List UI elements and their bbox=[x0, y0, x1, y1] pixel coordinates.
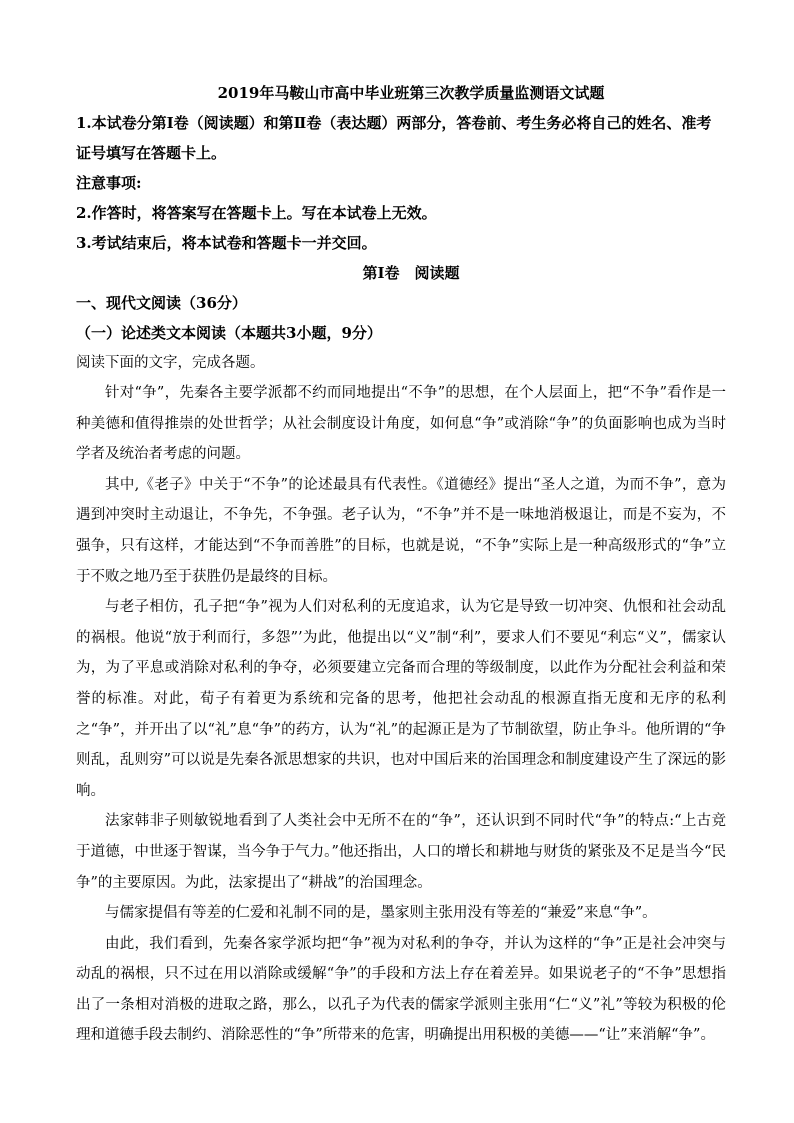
section-heading: 一、现代文阅读（36分） bbox=[76, 294, 247, 312]
instruction-3: 3.考试结束后，将本试卷和答题卡一并交回。 bbox=[76, 234, 377, 252]
paragraph: 法家韩非子则敏锐地看到了人类社会中无所不在的“争”，还认识到不同时代“争”的特点:“上古竞于道德，中世逐于智谋，当今争于气力。”他还指出，人口的增长和耕地与财货的紧张及不足是当今“民争”的主要原因。为此，法家提出了“耕战”的治国理念。 bbox=[76, 813, 726, 891]
paragraph: 由此，我们看到，先秦各家学派均把“争”视为对私利的争夺，并认为这样的“争”正是社会冲突与动乱的祸根，只不过在用以消除或缓解“争”的手段和方法上存在着差异。如果说老子的“不争”思想指出了一条相对消极的进取之路，那么，以孔子为代表的儒家学派则主张用“仁“义”礼”等较为积极的伦理和道德手段去制约、消除恶性的“争”所带来的危害，明确提出用积极的美德——“让”来消解“争”。 bbox=[76, 935, 726, 1044]
notes-heading: 注意事项: bbox=[76, 174, 142, 192]
exam-title: 2019年马鞍山市高中毕业班第三次教学质量监测语文试题 bbox=[217, 84, 605, 102]
paragraph: 与儒家提倡有等差的仁爱和礼制不同的是，墨家则主张用没有等差的“兼爱”来息“争”。 bbox=[105, 905, 657, 922]
paragraph: 针对“争”，先秦各主要学派都不约而同地提出“不争”的思想，在个人层面上，把“不争”看作是一种美德和值得推崇的处世哲学；从社会制度设计角度，如何息“争”或消除“争”的负面影响也成为当时学者及统治者考虑的问题。 bbox=[76, 385, 726, 463]
paragraph: 与老子相仿，孔子把“争”视为人们对私利的无度追求，认为它是导致一切冲突、仇恨和社会动乱的祸根。他说“放于利而行，多怨”’为此，他提出以“义”制“利”，要求人们不要见“利忘“义”，儒家认为，为了平息或消除对私利的争夺，必须要建立完备而合理的等级制度，以此作为分配社会利益和荣誉的标准。对此，荀子有着更为系统和完备的思考，他把社会动乱的根源直指无度和无序的私利之“争”，并开出了以“礼”息“争”的药方，认为“礼”的起源正是为了节制欲望，防止争斗。他所谓的“争则乱，乱则穷”可以说是先秦各派思想家的共识，也对中国后来的治国理念和制度建设产生了深远的影响。 bbox=[76, 599, 726, 799]
exam-page bbox=[76, 78, 726, 1051]
paragraph: 其中,《老子》中关于“不争”的论述最具有代表性。《道德经》提出“圣人之道，为而不争”，意为遇到冲突时主动退让，不争先，不争强。老子认为，“不争”并不是一味地消极退让，而是不妄为，不强争，只有这样，才能达到“不争而善胜”的目标，也就是说，“不争”实际上是一种高级形式的“争”立于不败之地乃至于获胜仍是最终的目标。 bbox=[76, 476, 726, 585]
reading-prompt: 阅读下面的文字，完成各题。 bbox=[76, 355, 265, 371]
subsection-heading: （一）论述类文本阅读（本题共3小题，9分） bbox=[76, 324, 382, 342]
instruction-2: 2.作答时，将答案写在答题卡上。写在本试卷上无效。 bbox=[76, 204, 437, 222]
volume-title: 第Ⅰ卷 阅读题 bbox=[362, 264, 460, 282]
instruction-1: 1.本试卷分第Ⅰ卷（阅读题）和第Ⅱ卷（表达题）两部分，答卷前、考生务必将自己的姓名、准考证号填写在答题卡上。 bbox=[76, 114, 712, 162]
